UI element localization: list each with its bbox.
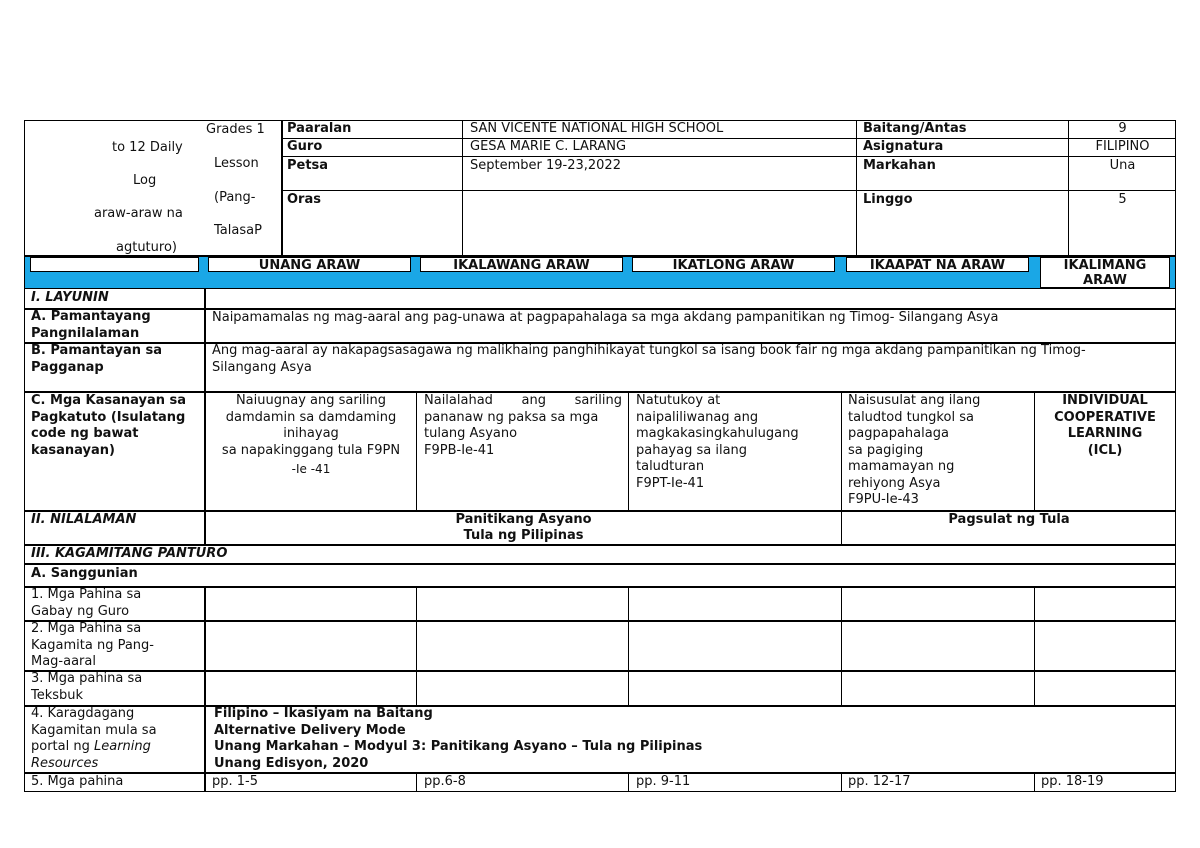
title-fragment: (Pang-	[214, 190, 256, 205]
kagamitan-mag-aaral-label	[31, 621, 154, 671]
kasanayan-line: magkakasingkahulugang	[636, 426, 799, 441]
pahina-day-4: pp. 12-17	[848, 774, 911, 789]
nilalaman-left-line2: Tula ng Pilipinas	[463, 528, 584, 543]
pahina-day-2: pp.6-8	[424, 774, 466, 789]
kasanayan-line: naipaliliwanag ang	[636, 409, 759, 425]
markahan-label: Markahan	[863, 158, 936, 173]
petsa-label: Petsa	[287, 158, 329, 173]
kasanayan-day-3	[636, 393, 836, 492]
divider	[281, 120, 283, 256]
kasanayan-line: F9PU-Ie-43	[848, 492, 919, 507]
nilalaman-heading: II. NILALAMAN	[31, 512, 137, 527]
title-fragment: araw-araw na	[94, 206, 183, 221]
label-line: Resources	[31, 755, 99, 771]
label-line: Gabay ng Guro	[31, 603, 130, 619]
label-line: 2. Mga Pahina sa	[31, 621, 142, 636]
divider	[24, 670, 1176, 672]
title-fragment: Grades 1	[206, 122, 265, 137]
kasanayan-line: taludtod tungkol sa	[848, 409, 974, 425]
kasanayan-line: F9PB-Ie-41	[424, 442, 495, 458]
divider	[24, 620, 1176, 622]
nilalaman-left-line1: Panitikang Asyano	[455, 512, 592, 527]
linggo-label: Linggo	[863, 192, 913, 207]
kasanayan-day-5	[1035, 393, 1175, 459]
divider	[628, 772, 629, 792]
kasanayan-line: rehiyong Asya	[848, 475, 941, 491]
pamantayang-pangnilalaman-text: Naipamamalas ng mag-aaral ang pag-unawa at pagpapahalaga sa mga akdang pampanitikan ng Timog- Silangang Asya	[212, 310, 999, 325]
divider	[416, 772, 417, 792]
label-line: 4. Karagdagang	[31, 706, 135, 721]
divider	[416, 391, 417, 510]
divider	[281, 138, 1176, 139]
nilalaman-right: Pagsulat ng Tula	[948, 512, 1070, 527]
layunin-heading: I. LAYUNIN	[31, 290, 109, 305]
kasanayan-label: C. Mga Kasanayan sa Pagkatuto (Isulatang code ng bawat kasanayan)	[31, 393, 187, 458]
kasanayan-line: taludturan	[636, 459, 705, 474]
label-line: 1. Mga Pahina sa	[31, 587, 142, 602]
reference-line: Alternative Delivery Mode	[214, 722, 406, 738]
label-line: Kagamita ng Pang-	[31, 637, 154, 653]
reference-line: Unang Edisyon, 2020	[214, 755, 369, 771]
karagdagang-kagamitan-text	[214, 706, 702, 772]
title-fragment: Log	[133, 173, 157, 188]
divider	[628, 586, 629, 705]
title-fragment: Lesson	[214, 156, 259, 171]
paaralan-label: Paaralan	[287, 121, 352, 136]
kasanayan-day-2	[424, 393, 622, 459]
kasanayan-line: inihayag	[283, 426, 339, 441]
asignatura-label: Asignatura	[863, 139, 944, 154]
gabay-guro-label	[31, 587, 141, 620]
pamantayan-pagganap-label: B. Pamantayan sa Pagganap	[31, 343, 163, 375]
guro-value: GESA MARIE C. LARANG	[470, 139, 627, 154]
divider	[281, 156, 1176, 157]
day-header-4: IKAAPAT NA ARAW	[846, 257, 1029, 272]
pamantayang-pangnilalaman-label: A. Pamantayang Pangnilalaman	[31, 309, 151, 341]
kasanayan-line: Naiuugnay ang sariling	[235, 393, 387, 408]
kasanayan-day-4	[848, 393, 1032, 509]
kasanayan-line: F9PT-Ie-41	[636, 475, 705, 491]
label-part: portal ng	[31, 739, 94, 754]
kasanayan-line: sa napakinggang tula F9PN	[221, 442, 401, 458]
divider	[24, 288, 1176, 289]
kasanayan-line: (ICL)	[1087, 442, 1123, 458]
kasanayan-day-1	[206, 393, 416, 478]
kasanayan-line: Naisusulat ang ilang	[848, 393, 981, 408]
kasanayan-line: pananaw ng paksa sa mga	[424, 409, 599, 425]
karagdagang-kagamitan-label	[31, 706, 157, 772]
title-fragment: to 12 Daily	[112, 140, 183, 155]
kasanayan-line: LEARNING	[1067, 426, 1143, 441]
petsa-value: September 19-23,2022	[470, 158, 621, 173]
kasanayan-line: pahayag sa ilang	[636, 442, 748, 458]
sanggunian-label: A. Sanggunian	[31, 566, 138, 581]
mga-pahina-label: 5. Mga pahina	[31, 774, 124, 789]
label-line	[31, 739, 157, 756]
baitang-label: Baitang/Antas	[863, 121, 967, 136]
kasanayan-line: sa pagiging	[848, 442, 924, 458]
kasanayan-line: pagpapahalaga	[848, 426, 949, 441]
kasanayan-line: tulang Asyano	[424, 426, 518, 441]
reference-line: Filipino – Ikasiyam na Baitang	[214, 706, 433, 721]
day-header-2: IKALAWANG ARAW	[420, 257, 623, 272]
divider	[841, 586, 842, 705]
pahina-day-1: pp. 1-5	[212, 774, 259, 789]
markahan-value: Una	[1109, 158, 1136, 173]
divider	[24, 772, 1176, 774]
teksbuk-label	[31, 671, 142, 704]
divider	[841, 772, 842, 792]
kasanayan-line: Nailalahad ang sariling	[424, 393, 622, 408]
divider	[1034, 586, 1035, 705]
paaralan-value: SAN VICENTE NATIONAL HIGH SCHOOL	[470, 121, 724, 136]
title-fragment: agtuturo)	[116, 240, 177, 255]
divider	[856, 120, 857, 256]
divider	[628, 391, 629, 510]
pahina-day-3: pp. 9-11	[636, 774, 691, 789]
divider	[24, 563, 1176, 565]
guro-label: Guro	[287, 139, 323, 154]
oras-label: Oras	[287, 192, 321, 207]
day-header-5	[1040, 257, 1170, 288]
label-line: 3. Mga pahina sa	[31, 671, 143, 686]
linggo-value: 5	[1118, 192, 1127, 207]
divider	[1034, 772, 1035, 792]
day-header-5-text: IKALIMANG ARAW	[1063, 258, 1147, 288]
kasanayan-line: Natutukoy at	[636, 393, 721, 408]
kagamitan-heading: III. KAGAMITANG PANTURO	[31, 546, 228, 561]
divider	[416, 586, 417, 705]
divider	[24, 586, 1176, 588]
divider	[281, 190, 1176, 191]
label-line: Mag-aaral	[31, 654, 96, 669]
divider	[204, 586, 206, 792]
kasanayan-line: damdamin sa damdaming	[225, 409, 397, 425]
kasanayan-line: mamamayan ng	[848, 459, 955, 474]
kasanayan-line: -Ie -41	[291, 462, 331, 476]
reference-line: Unang Markahan – Modyul 3: Panitikang Asyano – Tula ng Pilipinas	[214, 739, 703, 754]
title-fragment: TalasaP	[214, 223, 262, 238]
kasanayan-line: COOPERATIVE	[1054, 409, 1156, 425]
asignatura-value: FILIPINO	[1095, 139, 1150, 154]
pahina-day-5: pp. 18-19	[1041, 774, 1104, 789]
day-header-1: UNANG ARAW	[208, 257, 411, 272]
label-line: Teksbuk	[31, 687, 84, 703]
day-header-3: IKATLONG ARAW	[632, 257, 835, 272]
label-line: Kagamitan mula sa	[31, 722, 157, 738]
label-part-italic: Learning	[93, 739, 151, 754]
kasanayan-line: INDIVIDUAL	[1062, 393, 1148, 408]
divider	[462, 120, 463, 256]
baitang-value: 9	[1118, 121, 1127, 136]
pamantayan-pagganap-text: Ang mag-aaral ay nakapagsasagawa ng malikhaing panghihikayat tungkol sa isang book fair ng mga akdang pampanitikan ng Timog-Silangang Asya	[212, 343, 1086, 375]
day-header-empty	[30, 257, 199, 272]
